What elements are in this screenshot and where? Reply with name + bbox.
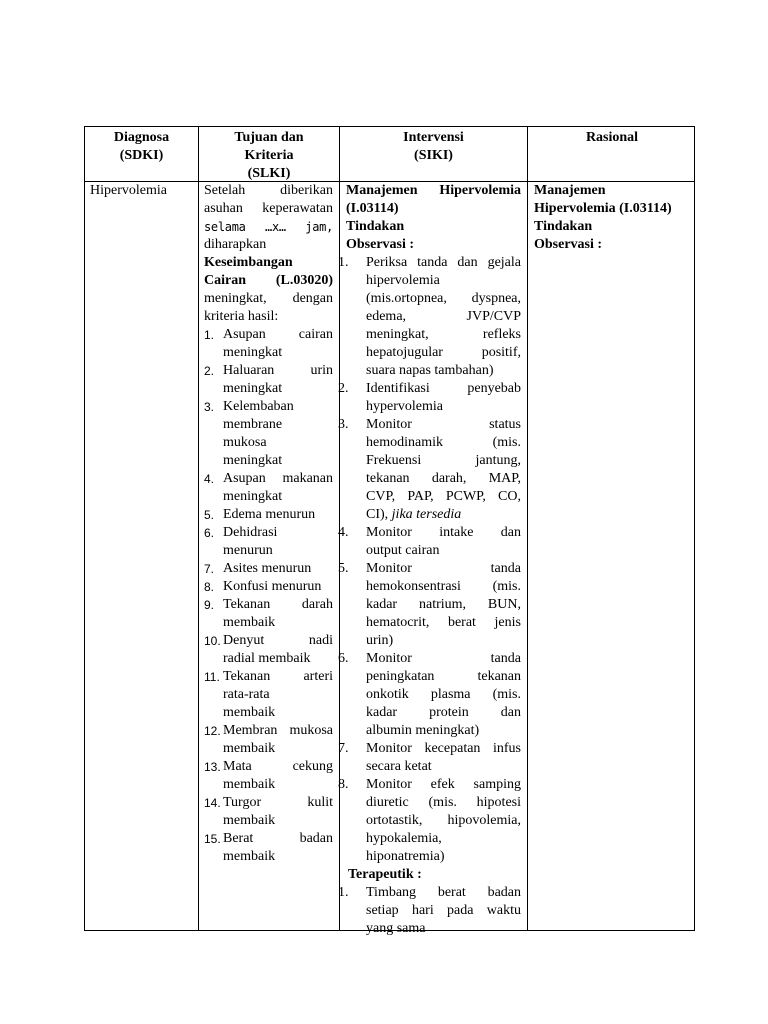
- item-number: 15.: [204, 832, 221, 846]
- item-text: Mata cekung: [223, 759, 333, 774]
- item-text: hemodinamik (mis.: [366, 435, 521, 450]
- item-text: [366, 506, 521, 524]
- item-text: Monitor status: [366, 417, 521, 432]
- item-text: membaik: [223, 615, 276, 630]
- list-item: [338, 884, 521, 938]
- item-text: Kelembaban: [223, 399, 294, 414]
- list-item: [204, 596, 333, 632]
- item-text: Timbang berat badan: [366, 885, 521, 900]
- list-item: [204, 668, 333, 722]
- item-text: Membran mukosa: [223, 723, 333, 738]
- item-text-plain: CI),: [366, 507, 392, 522]
- item-text: Tekanan arteri: [223, 669, 333, 684]
- item-text: hipervolemia: [366, 273, 440, 288]
- item-text: Tekanan darah: [223, 597, 333, 612]
- item-text: Frekuensi jantung,: [366, 453, 521, 468]
- item-text: hypokalemia,: [366, 831, 442, 846]
- item-number: 8.: [338, 777, 349, 792]
- item-number: 1.: [204, 328, 215, 342]
- item-number: 10.: [204, 634, 221, 648]
- list-item: [338, 650, 521, 740]
- item-text: Monitor efek samping: [366, 777, 521, 792]
- outcome-code: Cairan (L.03020): [204, 273, 333, 288]
- item-text: albumin meningkat): [366, 723, 480, 738]
- item-number: 6.: [338, 651, 349, 666]
- item-number: 12.: [204, 724, 221, 738]
- item-number: 8.: [204, 580, 215, 594]
- item-number: 2.: [338, 381, 349, 396]
- rasional-cell: Manajemen Hipervolemia (I.03114) Tindakan Observasi :: [534, 182, 690, 254]
- item-text: ortotastik, hipovolemia,: [366, 813, 521, 828]
- item-text: radial membaik: [223, 651, 311, 666]
- tindakan-heading: Tindakan: [346, 219, 405, 234]
- item-text: rata-rata: [223, 687, 270, 702]
- list-item: [338, 740, 521, 776]
- outcome-title: Keseimbangan: [204, 255, 293, 270]
- item-text: Berat badan: [223, 831, 333, 846]
- header-rasional: Rasional: [585, 130, 639, 145]
- item-text: Asupan makanan: [223, 471, 333, 486]
- terapeutik-list: [338, 884, 521, 938]
- intervention-title: Manajemen Hipervolemia: [346, 183, 521, 198]
- item-text: hepatojugular positif,: [366, 345, 521, 360]
- item-text: membaik: [223, 741, 276, 756]
- item-text: meningkat: [223, 453, 283, 468]
- header-intervensi: Intervensi (SIKI): [403, 130, 464, 163]
- item-number: 5.: [338, 561, 349, 576]
- item-text: Monitor tanda: [366, 651, 521, 666]
- item-text: yang sama: [366, 921, 426, 936]
- item-text: onkotik plasma (mis.: [366, 687, 521, 702]
- column-divider: [527, 127, 528, 930]
- item-number: 14.: [204, 796, 221, 810]
- rasional-tindakan: Tindakan: [534, 219, 593, 234]
- item-text: Denyut nadi: [223, 633, 333, 648]
- list-item: [338, 560, 521, 650]
- list-item: [204, 470, 333, 506]
- list-item: [204, 794, 333, 830]
- item-number: 4.: [338, 525, 349, 540]
- item-text: Monitor kecepatan infus: [366, 741, 521, 756]
- criteria-list: [204, 326, 333, 866]
- item-number: 11.: [204, 670, 220, 684]
- item-number: 1.: [338, 885, 349, 900]
- item-text: urin): [366, 633, 394, 648]
- item-text: Asupan cairan: [223, 327, 333, 342]
- list-item: [204, 326, 333, 362]
- item-text: Asites menurun: [223, 561, 312, 576]
- item-text: hematocrit, berat jenis: [366, 615, 521, 630]
- list-item: [204, 398, 333, 470]
- list-item: [204, 578, 333, 596]
- item-text: hemokonsentrasi (mis.: [366, 579, 521, 594]
- item-number: 5.: [204, 508, 215, 522]
- tujuan-cell: Setelah diberikan asuhan keperawatan selama …x… jam, diharapkan Keseimbangan Cairan (L.03020) meningkat, dengan kriteria hasil: 1. Asupan cairan meningkat 2. Haluaran urin meningkat 3. Kelembaban membrane mukosa meningkat 4. Asupan makanan meningkat 5. Edema menurun 6. Dehidrasi menurun 7. Asites menurun 8. Konfusi menurun 9. Tekanan darah membaik 10. Denyut nadi radial membaik 11. Tekanan arteri rata-rata membaik 12. Membran mukosa membaik 13. Mata cekung membaik 14. Turgor kulit membaik 15. Berat badan membaik: [204, 183, 333, 864]
- item-number: 3.: [204, 400, 215, 414]
- item-text: membaik: [223, 777, 276, 792]
- observasi-heading: Observasi :: [346, 237, 415, 252]
- terapeutik-heading: Terapeutik :: [348, 867, 422, 882]
- list-item: [204, 560, 333, 578]
- item-text: kadar protein dan: [366, 705, 521, 720]
- item-text: meningkat: [223, 489, 283, 504]
- list-item: [204, 524, 333, 560]
- item-number: 6.: [204, 526, 215, 540]
- nursing-care-table: [84, 126, 695, 936]
- item-text: hiponatremia): [366, 849, 445, 864]
- list-item: [338, 524, 521, 560]
- list-item: [204, 362, 333, 398]
- column-divider: [198, 127, 199, 930]
- item-text: (mis.ortopnea, dyspnea,: [366, 291, 521, 306]
- list-item: [204, 722, 333, 758]
- list-item: [204, 632, 333, 668]
- observasi-list: [338, 254, 521, 866]
- item-number: 3.: [338, 417, 349, 432]
- item-number: 7.: [204, 562, 215, 576]
- item-text: meningkat: [223, 381, 283, 396]
- item-text: membaik: [223, 813, 276, 828]
- item-text: Monitor tanda: [366, 561, 521, 576]
- item-text: output cairan: [366, 543, 440, 558]
- item-text: membaik: [223, 849, 276, 864]
- item-text: membrane: [223, 417, 283, 432]
- item-text: setiap hari pada waktu: [366, 903, 521, 918]
- item-text: Dehidrasi: [223, 525, 278, 540]
- item-text-italic: jika tersedia: [391, 507, 462, 522]
- item-text: peningkatan tekanan: [366, 669, 521, 684]
- item-text: kadar natrium, BUN,: [366, 597, 521, 612]
- item-text: Haluaran urin: [223, 363, 333, 378]
- intervensi-cell: Manajemen Hipervolemia (I.03114) Tindakan Observasi : 1. Periksa tanda dan gejala hipervolemia (mis.ortopnea, dyspnea, edema, JVP/CVP meningkat, refleks hepatojugular positif, suara napas tambahan) 2. Identifikasi penyebab hypervolemia 3. Monitor status hemodinamik (mis. Frekuensi jantung, tekanan darah, MAP, CVP, PAP, PCWP, CO, CI), jika tersedia 4. Monitor intake dan output cairan 5. Monitor tanda hemokonsentrasi (mis. kadar natrium, BUN, hematocrit, berat jenis urin) 6. Monitor tanda peningkatan tekanan onkotik plasma (mis. kadar protein dan albumin meningkat) 7. Monitor kecepatan infus secara ketat 8. Monitor efek samping diuretic (mis. hipotesi ortotastik, hipovolemia, hypokalemia, hiponatremia) Terapeutik : 1. Timbang berat badan setiap hari pada waktu yang sama: [338, 183, 521, 936]
- item-number: 1.: [338, 255, 349, 270]
- list-item: [338, 776, 521, 866]
- item-number: 2.: [204, 364, 215, 378]
- list-item: [338, 380, 521, 416]
- item-text: meningkat: [223, 345, 283, 360]
- rasional-observasi: Observasi :: [534, 237, 603, 252]
- header-tujuan: Tujuan dan Kriteria (SLKI): [234, 130, 304, 181]
- item-text: edema, JVP/CVP: [366, 309, 521, 324]
- item-text: Periksa tanda dan gejala: [366, 255, 521, 270]
- item-text: secara ketat: [366, 759, 432, 774]
- item-number: 13.: [204, 760, 221, 774]
- item-text: membaik: [223, 705, 276, 720]
- item-number: 7.: [338, 741, 349, 756]
- list-item: [204, 506, 333, 524]
- item-text: CVP, PAP, PCWP, CO,: [366, 489, 521, 504]
- list-item: [338, 254, 521, 380]
- item-text: Konfusi menurun: [223, 579, 322, 594]
- diagnosa-text: Hipervolemia: [90, 183, 167, 198]
- item-text: hypervolemia: [366, 399, 443, 414]
- list-item: [204, 758, 333, 794]
- header-diagnosa: Diagnosa (SDKI): [113, 130, 170, 163]
- item-text: diuretic (mis. hipotesi: [366, 795, 521, 810]
- item-text: Identifikasi penyebab: [366, 381, 521, 396]
- item-number: 4.: [204, 472, 215, 486]
- item-text: tekanan darah, MAP,: [366, 471, 521, 486]
- item-text: suara napas tambahan): [366, 363, 494, 378]
- list-item: [338, 416, 521, 524]
- item-text: menurun: [223, 543, 273, 558]
- item-text: Edema menurun: [223, 507, 316, 522]
- item-text: Monitor intake dan: [366, 525, 521, 540]
- item-text: mukosa: [223, 435, 267, 450]
- item-number: 9.: [204, 598, 215, 612]
- item-text: Turgor kulit: [223, 795, 333, 810]
- list-item: [204, 830, 333, 866]
- item-text: meningkat, refleks: [366, 327, 521, 342]
- diagnosa-cell: [90, 182, 195, 200]
